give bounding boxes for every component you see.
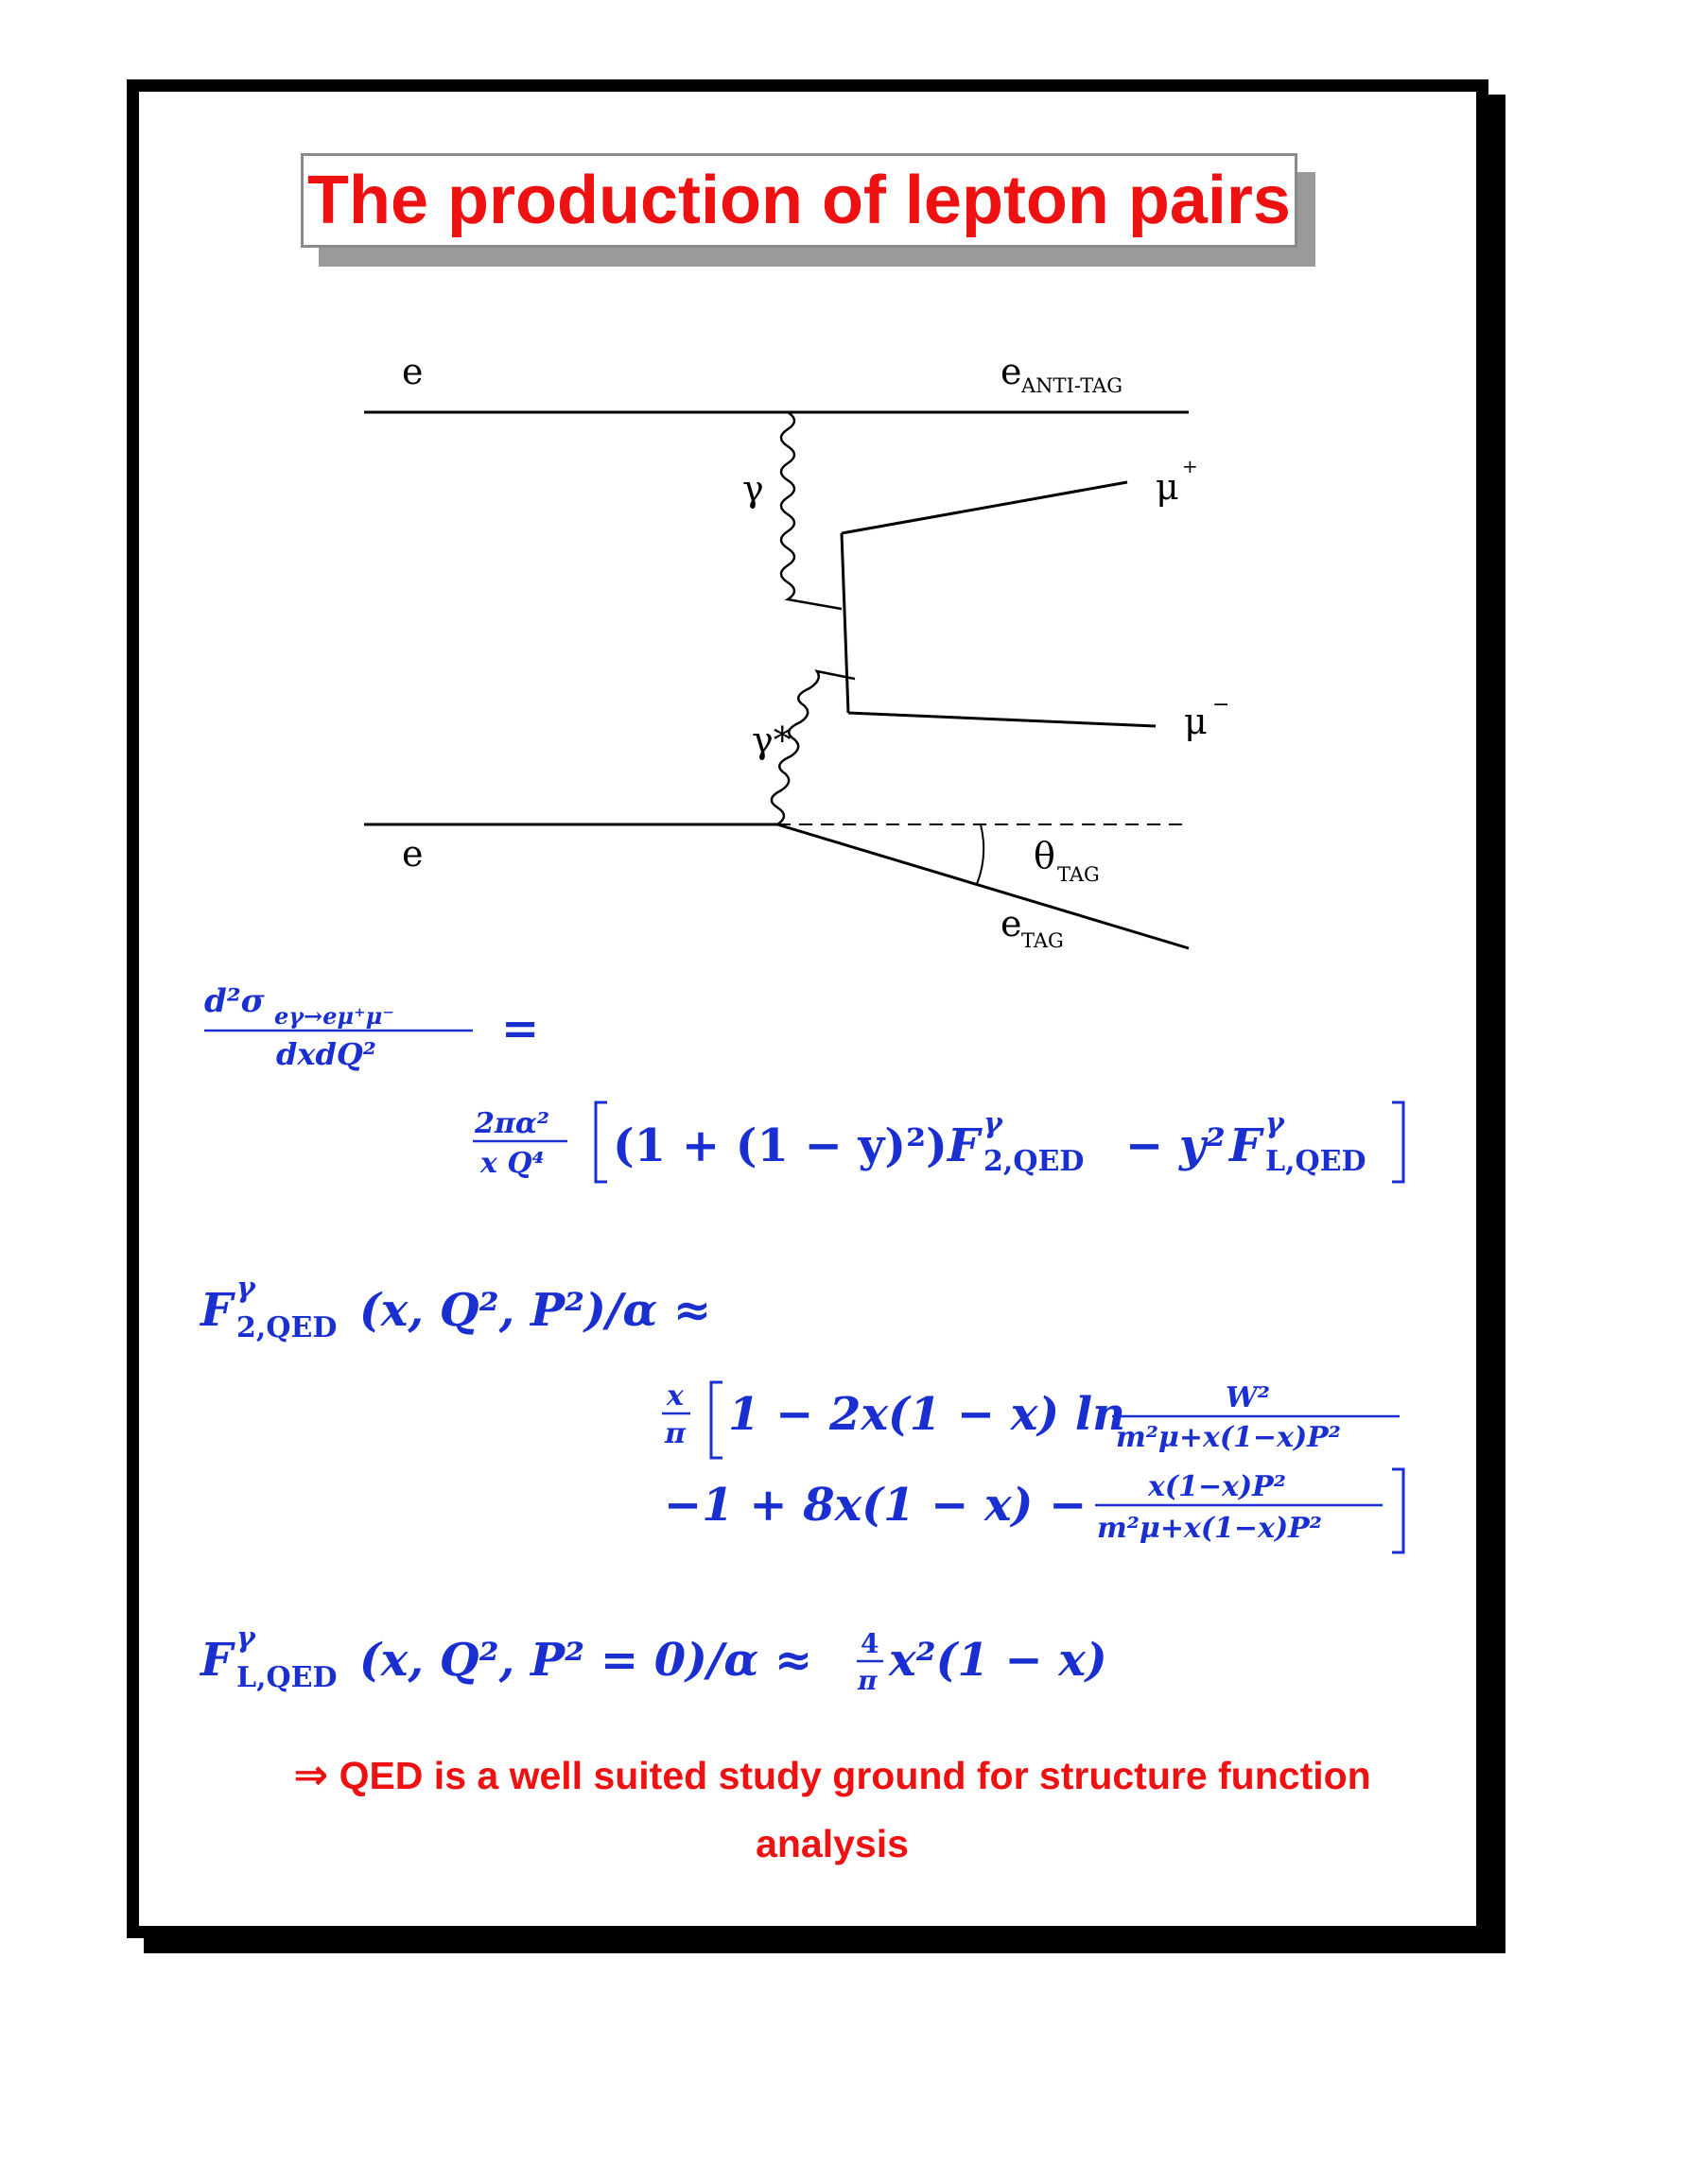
f2-line2: −1 + 8x(1 − x) −	[664, 1479, 1088, 1532]
xsec-bracket-term: (1 + (1 − y)²)	[613, 1119, 948, 1172]
f2-frac2-den: m²μ+x(1−x)P²	[1097, 1512, 1322, 1545]
xsec-prefactor-den: x Q⁴	[480, 1147, 545, 1180]
xsec-left-bracket	[596, 1102, 607, 1182]
label-mu-plus: μ	[1156, 466, 1179, 508]
xsec-prefactor-num: 2πα²	[475, 1107, 550, 1140]
conclusion-line-1	[236, 1742, 1428, 1810]
f2-lhs-args: (x, Q², P²)/α ≈	[359, 1284, 712, 1337]
xsec-numerator: d²σ	[204, 982, 265, 1020]
f2-x: x	[667, 1379, 684, 1413]
xsec-minus-y2: − y²	[1125, 1119, 1226, 1172]
f2-frac1-num: W²	[1226, 1381, 1270, 1414]
f2-frac2-num: x(1−x)P²	[1148, 1470, 1286, 1503]
theta-arc	[977, 824, 983, 884]
label-e-in-bottom: e	[402, 833, 424, 875]
xsec-denominator: dxdQ²	[276, 1036, 376, 1072]
xsec-subscript: eγ→eμ⁺μ⁻	[274, 1002, 394, 1030]
f2-left-bracket	[711, 1382, 722, 1458]
xsec-right-bracket	[1392, 1102, 1403, 1182]
muon-propagator	[842, 533, 848, 713]
implies-arrow-icon: ⇒	[293, 1751, 329, 1799]
fl-pi: π	[858, 1665, 878, 1696]
f2-frac1-den: m²μ+x(1−x)P²	[1116, 1421, 1341, 1454]
label-gamma: γ	[742, 468, 764, 510]
xsec-F2: F	[948, 1119, 981, 1172]
fl-args: (x, Q², P² = 0)/α ≈	[359, 1634, 813, 1687]
fl-lhs-sub: L,QED	[236, 1661, 338, 1694]
slide-title: The production of lepton pairs	[307, 163, 1291, 238]
label-theta: θ	[1034, 835, 1055, 876]
label-mu-plus-sup: +	[1182, 455, 1198, 477]
f2-right-bracket	[1392, 1469, 1403, 1552]
fl-lhs-sup: γ	[236, 1621, 255, 1655]
fl-four: 4	[861, 1628, 879, 1659]
f2-line1: 1 − 2x(1 − x) ln	[728, 1388, 1125, 1441]
label-e-in-top: e	[402, 351, 424, 392]
label-e-tag: e	[1001, 903, 1022, 945]
conclusion-line1-text: QED is a well suited study ground for structure function	[339, 1754, 1371, 1797]
label-e-out-top-sub: ANTI-TAG	[1021, 374, 1122, 397]
equation-cross-section	[204, 982, 1403, 1182]
muon-plus-line	[842, 482, 1127, 533]
label-e-tag-sub: TAG	[1021, 929, 1064, 952]
xsec-FL-sup: γ	[1265, 1107, 1284, 1140]
fl-rhs: x²(1 − x)	[889, 1634, 1107, 1687]
label-e-out-top: e	[1001, 351, 1022, 392]
xsec-F2-sup: γ	[983, 1107, 1002, 1140]
conclusion-text	[236, 1742, 1428, 1878]
equation-f2	[199, 1272, 1403, 1552]
xsec-F2-sub: 2,QED	[983, 1145, 1085, 1178]
xsec-FL-sub: L,QED	[1265, 1145, 1366, 1178]
fl-lhs-F: F	[200, 1634, 234, 1687]
f2-lhs-sup: γ	[236, 1272, 255, 1305]
f2-lhs-sub: 2,QED	[236, 1311, 338, 1344]
xsec-FL: F	[1229, 1119, 1262, 1172]
label-gamma-star: γ*	[752, 719, 792, 761]
equation-fl	[199, 1621, 1107, 1696]
label-theta-sub: TAG	[1057, 863, 1100, 886]
xsec-equals: =	[501, 1002, 540, 1055]
f2-lhs-F: F	[200, 1284, 234, 1337]
label-mu-minus: μ	[1184, 701, 1208, 742]
photon-top	[781, 412, 842, 609]
label-mu-minus-sup: −	[1212, 693, 1230, 717]
f2-pi: π	[665, 1417, 686, 1450]
conclusion-line-2: analysis	[756, 1822, 909, 1865]
muon-minus-line	[848, 713, 1156, 726]
